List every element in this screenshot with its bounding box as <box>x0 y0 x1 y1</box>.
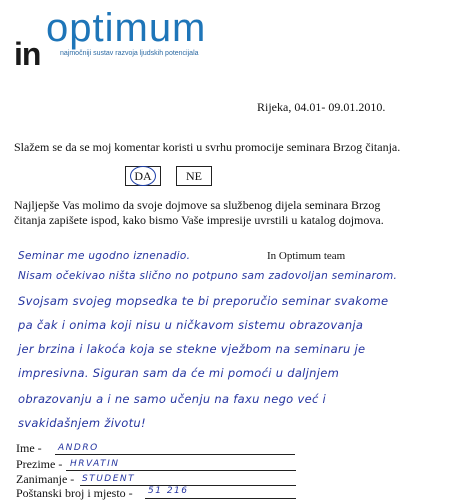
comment-line-4: pa čak i onima koji nisu u ničkavom sistemu obrazovanja <box>18 318 364 332</box>
postal-label: Poštanski broj i mjesto - <box>16 486 133 500</box>
logo-brand: optimum <box>46 6 207 50</box>
comment-line-3: Svojsam svojeg mopsedka te bi preporučio seminar svakome <box>18 294 389 308</box>
comment-line-2: Nisam očekivao ništa slično no potpuno sam zadovoljan seminarom. <box>18 270 398 282</box>
surname-value[interactable]: HRVATIN <box>70 459 120 469</box>
request-paragraph <box>14 198 434 228</box>
consent-text: Slažem se da se moj komentar koristi u svrhu promocije seminara Brzog čitanja. <box>14 140 401 154</box>
comment-line-5: jer brzina i lakoća koja se stekne vježbom na seminaru je <box>18 342 366 356</box>
name-label: Ime - <box>16 441 42 455</box>
request-line-1: Najljepše Vas molimo da svoje dojmove sa službenog dijela seminara Brzog <box>14 198 381 212</box>
team-signature: In Optimum team <box>267 250 346 262</box>
date-location: Rijeka, 04.01- 09.01.2010. <box>257 100 386 114</box>
comment-line-8: svakidašnjem životu! <box>18 416 146 430</box>
logo-tagline: najmočniji sustav razvoja ljudskih potencijala <box>60 50 199 57</box>
name-underline <box>55 454 295 455</box>
consent-no-label: NE <box>186 169 202 183</box>
logo-prefix: in <box>14 36 41 72</box>
surname-underline <box>66 470 296 471</box>
comment-line-1: Seminar me ugodno iznenadio. <box>18 250 191 262</box>
request-line-2: čitanja zapišete ispod, kako bismo Vaše impresije uvrstili u katalog dojmova. <box>14 213 384 227</box>
consent-no-box[interactable] <box>176 166 212 186</box>
postal-value[interactable]: 51 216 <box>148 486 189 496</box>
selected-circle-mark <box>130 166 156 186</box>
consent-yes-label: DA <box>134 169 152 183</box>
occupation-value[interactable]: STUDENT <box>82 474 136 484</box>
comment-line-6: impresivna. Siguran sam da će mi pomoći u daljnjem <box>18 366 340 380</box>
comment-line-7: obrazovanju a i ne samo učenju na faxu nego već i <box>18 392 327 406</box>
surname-label: Prezime - <box>16 457 63 471</box>
company-logo <box>14 6 214 72</box>
consent-yes-box[interactable] <box>125 166 161 186</box>
occupation-label: Zanimanje - <box>16 472 75 486</box>
name-value[interactable]: ANDRO <box>58 443 99 453</box>
